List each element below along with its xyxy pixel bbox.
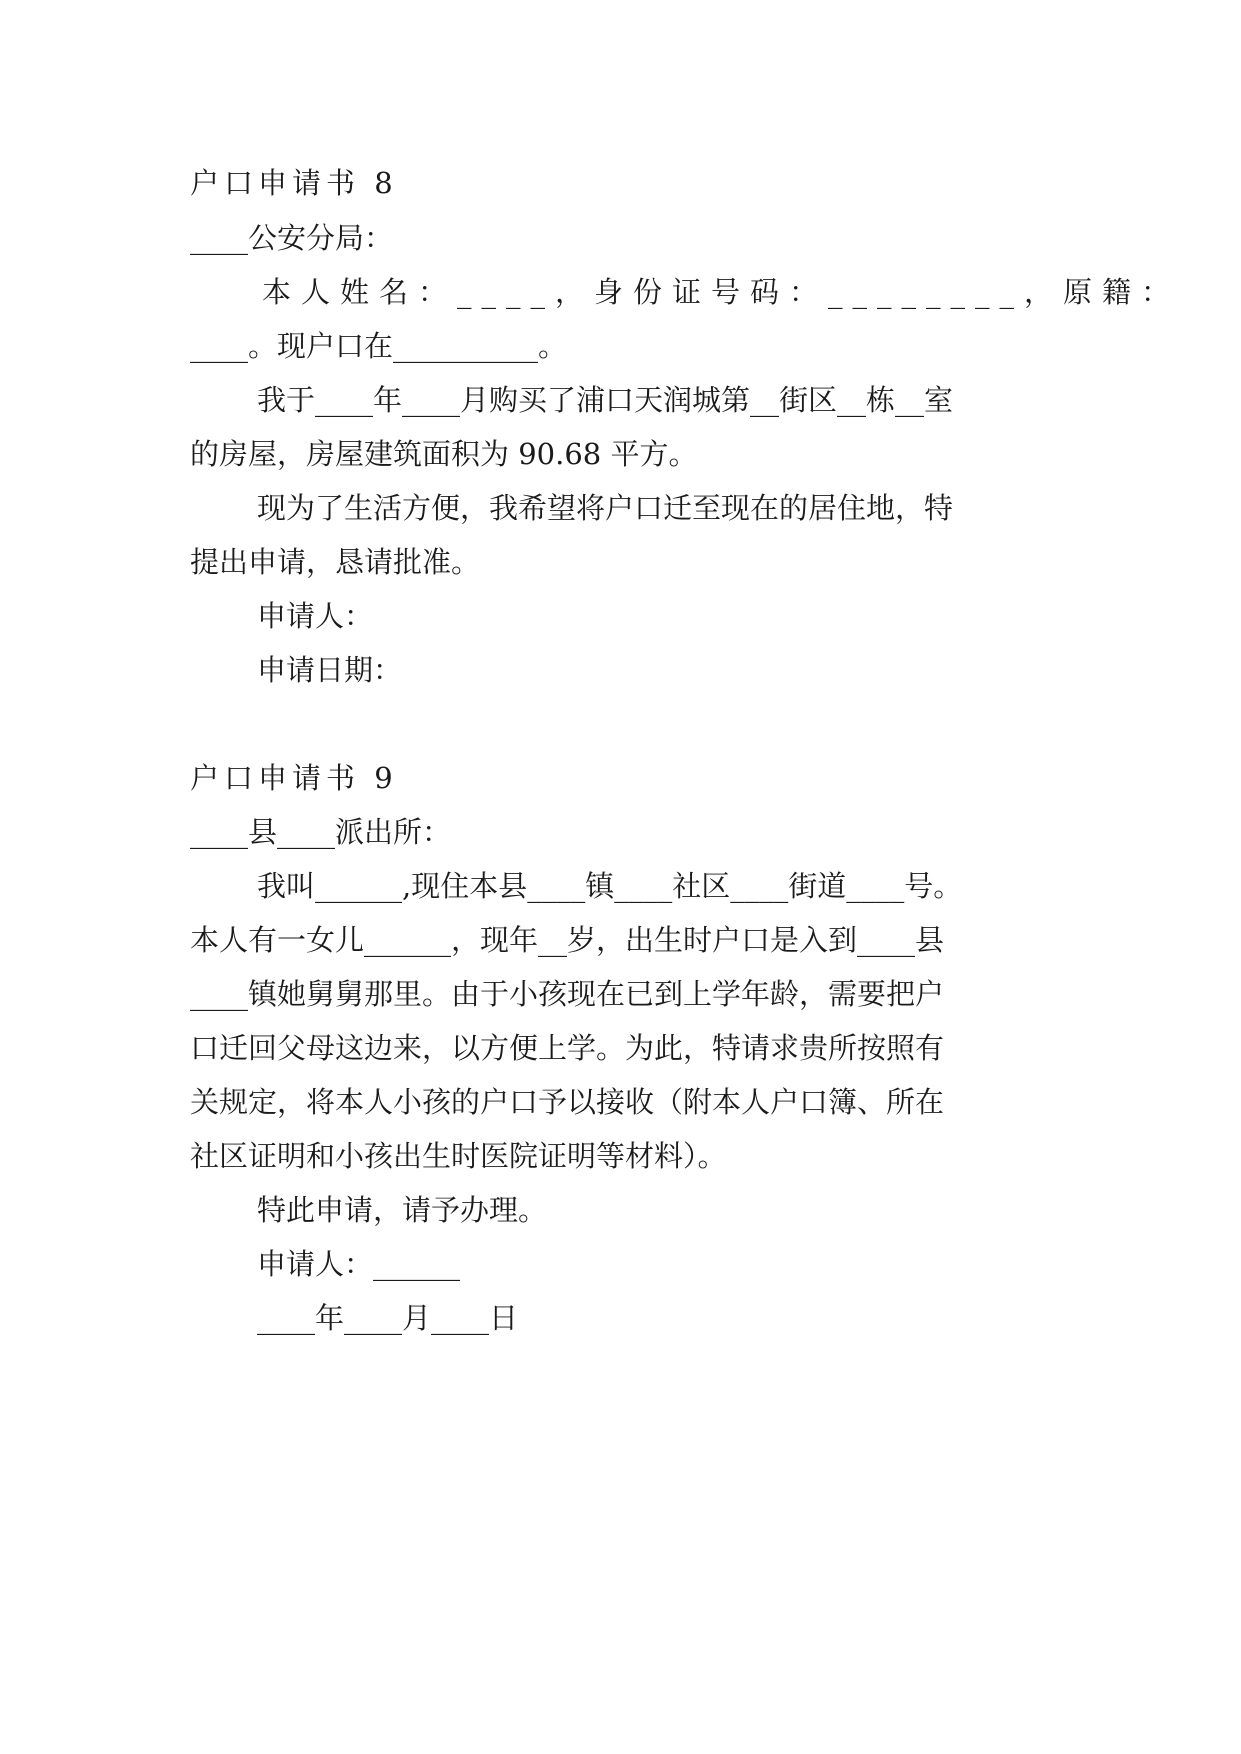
doc8-paragraph-line-1: 本人姓名：____，身份证号码：________，原籍： (262, 275, 1181, 309)
doc9-title: 户口申请书 9 (190, 761, 398, 795)
doc9-applicant: 申请人：______ (257, 1247, 461, 1281)
doc8-paragraph-line-2: ____。现户口在__________。 (190, 329, 568, 363)
doc9-paragraph-line-4: 口迁回父母这边来，以方便上学。为此，特请求贵所按照有 (190, 1031, 945, 1065)
doc9-date: ____年____月____日 (257, 1301, 519, 1335)
doc9-paragraph-line-3: ____镇她舅舅那里。由于小孩现在已到上学年龄，需要把户 (190, 977, 945, 1011)
doc8-paragraph-line-5: 现为了生活方便，我希望将户口迁至现在的居住地，特 (257, 491, 954, 525)
doc9-addressee: ____县____派出所： (190, 815, 452, 849)
doc8-paragraph-line-6: 提出申请，恳请批准。 (190, 545, 481, 579)
doc8-applicant: 申请人： (257, 599, 374, 633)
doc9-paragraph-line-1: 我叫______,现住本县____镇____社区____街道____号。 (257, 869, 963, 903)
doc8-paragraph-line-4: 的房屋，房屋建筑面积为 90.68 平方。 (190, 437, 698, 471)
doc8-paragraph-line-3: 我于____年____月购买了浦口天润城第__街区__栋__室 (257, 383, 954, 417)
doc9-closing: 特此申请，请予办理。 (257, 1193, 548, 1227)
doc9-paragraph-line-2: 本人有一女儿______，现年__岁，出生时户口是入到____县 (190, 923, 945, 957)
doc9-paragraph-line-5: 关规定，将本人小孩的户口予以接收（附本人户口簿、所在 (190, 1085, 945, 1119)
doc8-date: 申请日期： (257, 653, 403, 687)
doc8-title: 户口申请书 8 (190, 166, 398, 200)
doc9-paragraph-line-6: 社区证明和小孩出生时医院证明等材料）。 (190, 1139, 727, 1173)
doc8-addressee: ____公安分局： (190, 221, 394, 255)
